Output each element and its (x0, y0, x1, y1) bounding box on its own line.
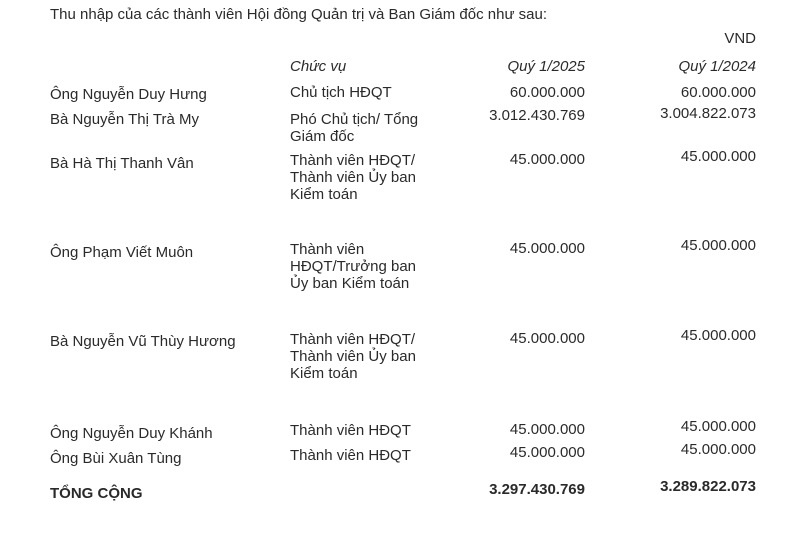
intro-text: Thu nhập của các thành viên Hội đồng Quản trị và Ban Giám đốc như sau: (50, 6, 548, 23)
row-q1-2025: 3.012.430.769 (489, 107, 585, 124)
total-q1-2024: 3.289.822.073 (660, 478, 756, 495)
row-q1-2025: 45.000.000 (509, 444, 585, 461)
row-name: Ông Nguyễn Duy Khánh (50, 425, 213, 442)
row-position: Chủ tịch HĐQT (290, 84, 392, 101)
row-position: Thành viên HĐQT/ Thành viên Ủy ban Kiểm toán (290, 331, 416, 382)
total-q1-2025: 3.297.430.769 (489, 481, 585, 498)
row-q1-2024: 60.000.000 (680, 84, 756, 101)
row-q1-2025: 45.000.000 (509, 151, 585, 168)
row-q1-2024: 45.000.000 (680, 441, 756, 458)
row-name: Bà Nguyễn Vũ Thùy Hương (50, 333, 236, 350)
row-name: Bà Hà Thị Thanh Vân (50, 155, 194, 172)
total-label: TỔNG CỘNG (50, 485, 143, 502)
row-q1-2024: 45.000.000 (680, 148, 756, 165)
row-position: Thành viên HĐQT (290, 447, 411, 464)
row-q1-2025: 45.000.000 (509, 330, 585, 347)
row-position: Thành viên HĐQT/Trưởng ban Ủy ban Kiểm toán (290, 241, 417, 292)
row-name: Ông Nguyễn Duy Hưng (50, 86, 207, 103)
header-q1-2024: Quý 1/2024 (678, 58, 756, 75)
row-q1-2024: 45.000.000 (680, 418, 756, 435)
header-q1-2025: Quý 1/2025 (507, 58, 585, 75)
row-q1-2025: 45.000.000 (509, 240, 585, 257)
row-name: Ông Bùi Xuân Tùng (50, 450, 182, 467)
row-name: Ông Phạm Viết Muôn (50, 244, 194, 261)
row-position: Phó Chủ tịch/ Tổng Giám đốc (290, 111, 419, 145)
header-position: Chức vụ (290, 58, 347, 75)
row-name: Bà Nguyễn Thị Trà My (50, 111, 199, 128)
row-q1-2025: 60.000.000 (509, 84, 585, 101)
row-position: Thành viên HĐQT (290, 422, 411, 439)
row-position: Thành viên HĐQT/ Thành viên Ủy ban Kiểm toán (290, 152, 416, 203)
row-q1-2024: 45.000.000 (680, 237, 756, 254)
row-q1-2024: 3.004.822.073 (660, 105, 756, 122)
currency-unit: VND (724, 30, 756, 47)
row-q1-2024: 45.000.000 (680, 327, 756, 344)
row-q1-2025: 45.000.000 (509, 421, 585, 438)
